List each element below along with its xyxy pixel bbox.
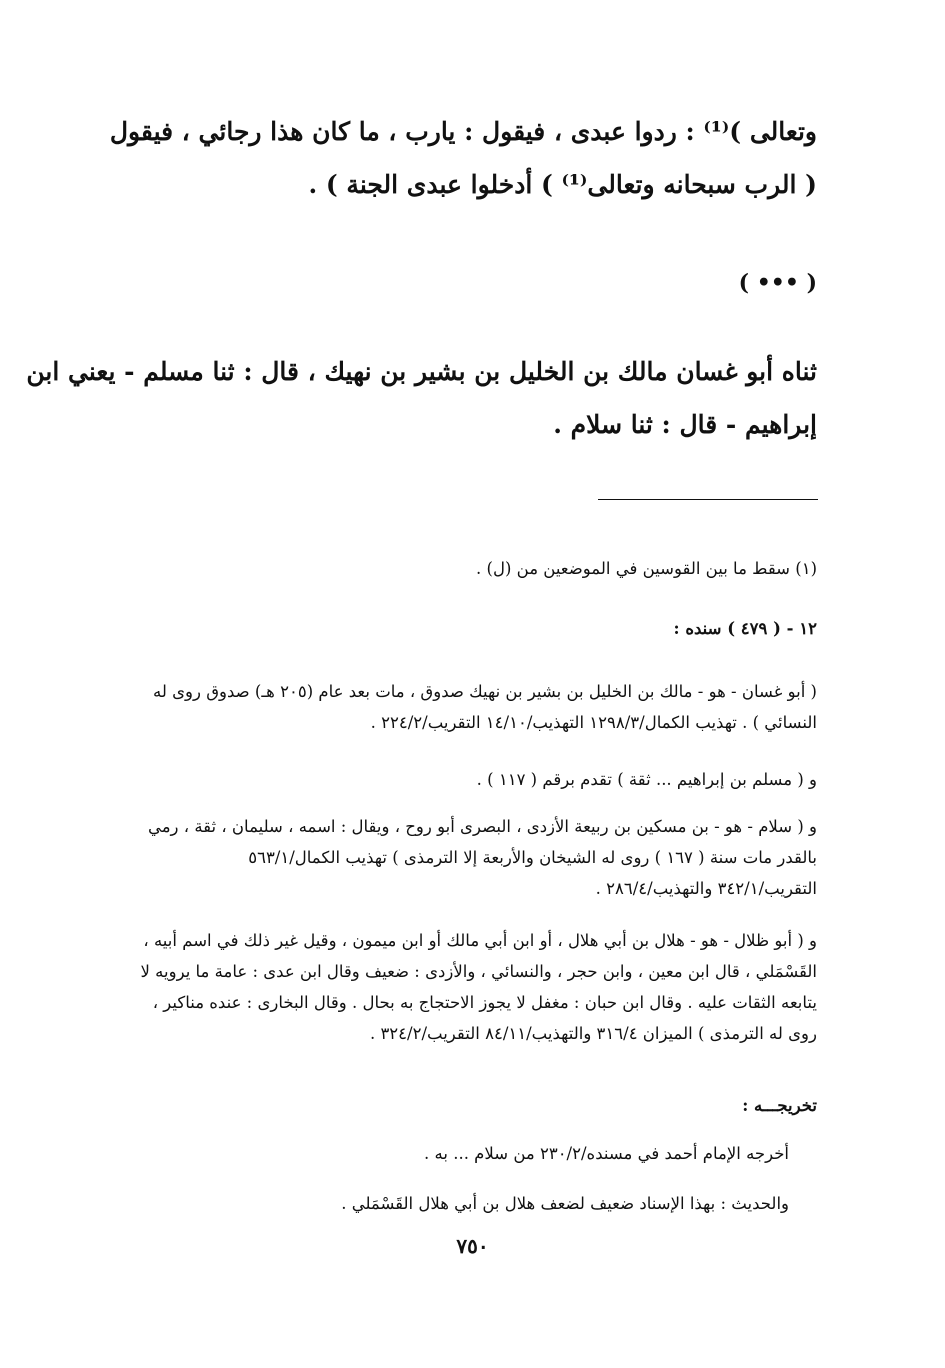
text-line: ثناه أبو غسان مالك بن الخليل بن بشير بن نهيك ، قال : ثنا مسلم - يعني ابن <box>26 357 817 386</box>
takhrij-ahmad <box>97 1138 817 1169</box>
narrator-abu-zilal <box>125 925 817 1049</box>
narrator-muslim <box>125 764 817 795</box>
footnote-line: النسائي ) . تهذيب الكمال/١٢٩٨/٣ التهذيب/١٤/١٠ التقريب/٢٢٤/٢ . <box>370 713 817 732</box>
section-marker: ( ••• ) <box>738 270 817 296</box>
footnote-line: القَسْمَلي ، قال ابن معين ، وابن حجر ، والنسائي ، والأزدى : ضعيف وقال ابن عدى : عامة ما يرويه لا <box>140 962 817 981</box>
main-paragraph-2 <box>26 345 817 451</box>
narrator-sallam <box>125 811 817 904</box>
footnote-line: روى له الترمذى ) الميزان ٣١٦/٤ والتهذيب/٨٤/١١ التقريب/٣٢٤/٢ . <box>369 1024 817 1043</box>
footnote-line: (١) سقط ما بين القوسين في الموضعين من (ل) . <box>476 559 817 578</box>
footnote-line: التقريب/٣٤٢/١ والتهذيب/٢٨٦/٤ . <box>595 879 817 898</box>
text-line: إبراهيم - قال : ثنا سلام . <box>553 410 817 439</box>
footnote-line: أخرجه الإمام أحمد في مسنده/٢٣٠/٢ من سلام ... به . <box>424 1144 789 1163</box>
footnote-line: والحديث : بهذا الإسناد ضعيف لضعف هلال بن أبي هلال القَسْمَلي . <box>341 1194 789 1213</box>
heading-line: ١٢ - ( ٤٧٩ ) سنده : <box>673 619 817 638</box>
footnote-line: يتابعه الثقات عليه . وقال ابن حبان : مغفل لا يجوز الاحتجاج به بحال . وقال البخارى : عنده مناكير ، <box>152 993 817 1012</box>
footnote-1 <box>125 553 817 584</box>
footnote-line: بالقدر مات سنة ( ١٦٧ ) روى له الشيخان والأربعة إلا الترمذى ) تهذيب الكمال/٥٦٣/١ <box>248 848 817 867</box>
page-number: ٧٥٠ <box>456 1234 489 1258</box>
narrator-abu-ghassan <box>125 676 817 738</box>
main-paragraph-1 <box>109 105 817 211</box>
footnote-line: و ( أبو ظلال - هو - هلال بن أبي هلال ، أو ابن أبي مالك أو ابن ميمون ، وقيل غير ذلك في اسم أبيه ، <box>143 931 817 950</box>
footnote-line: و ( مسلم بن إبراهيم ... ثقة ) تقدم برقم ( ١١٧ ) . <box>476 770 817 789</box>
takhrij-heading <box>125 1090 817 1121</box>
takhrij-grading <box>97 1188 817 1219</box>
sanad-heading <box>125 613 817 644</box>
footnote-line: و ( سلام - هو - بن مسكين بن ربيعة الأزدى ، البصرى أبو روح ، ويقال : اسمه ، سليمان ، ثقة ، رمي <box>147 817 817 836</box>
text-line: وتعالى )⁽¹⁾ : ردوا عبدى ، فيقول : يارب ، ما كان هذا رجائي ، فيقول <box>109 117 817 146</box>
footnote-line: ( أبو غسان - هو - مالك بن الخليل بن بشير بن نهيك صدوق ، مات بعد عام (٢٠٥ هـ) صدوق روى له <box>153 682 817 701</box>
footnote-separator <box>598 499 818 500</box>
text-line: ( الرب سبحانه وتعالى⁽¹⁾ ) أدخلوا عبدى الجنة ) . <box>308 170 817 199</box>
heading-line: تخريجـــه : <box>742 1096 817 1115</box>
